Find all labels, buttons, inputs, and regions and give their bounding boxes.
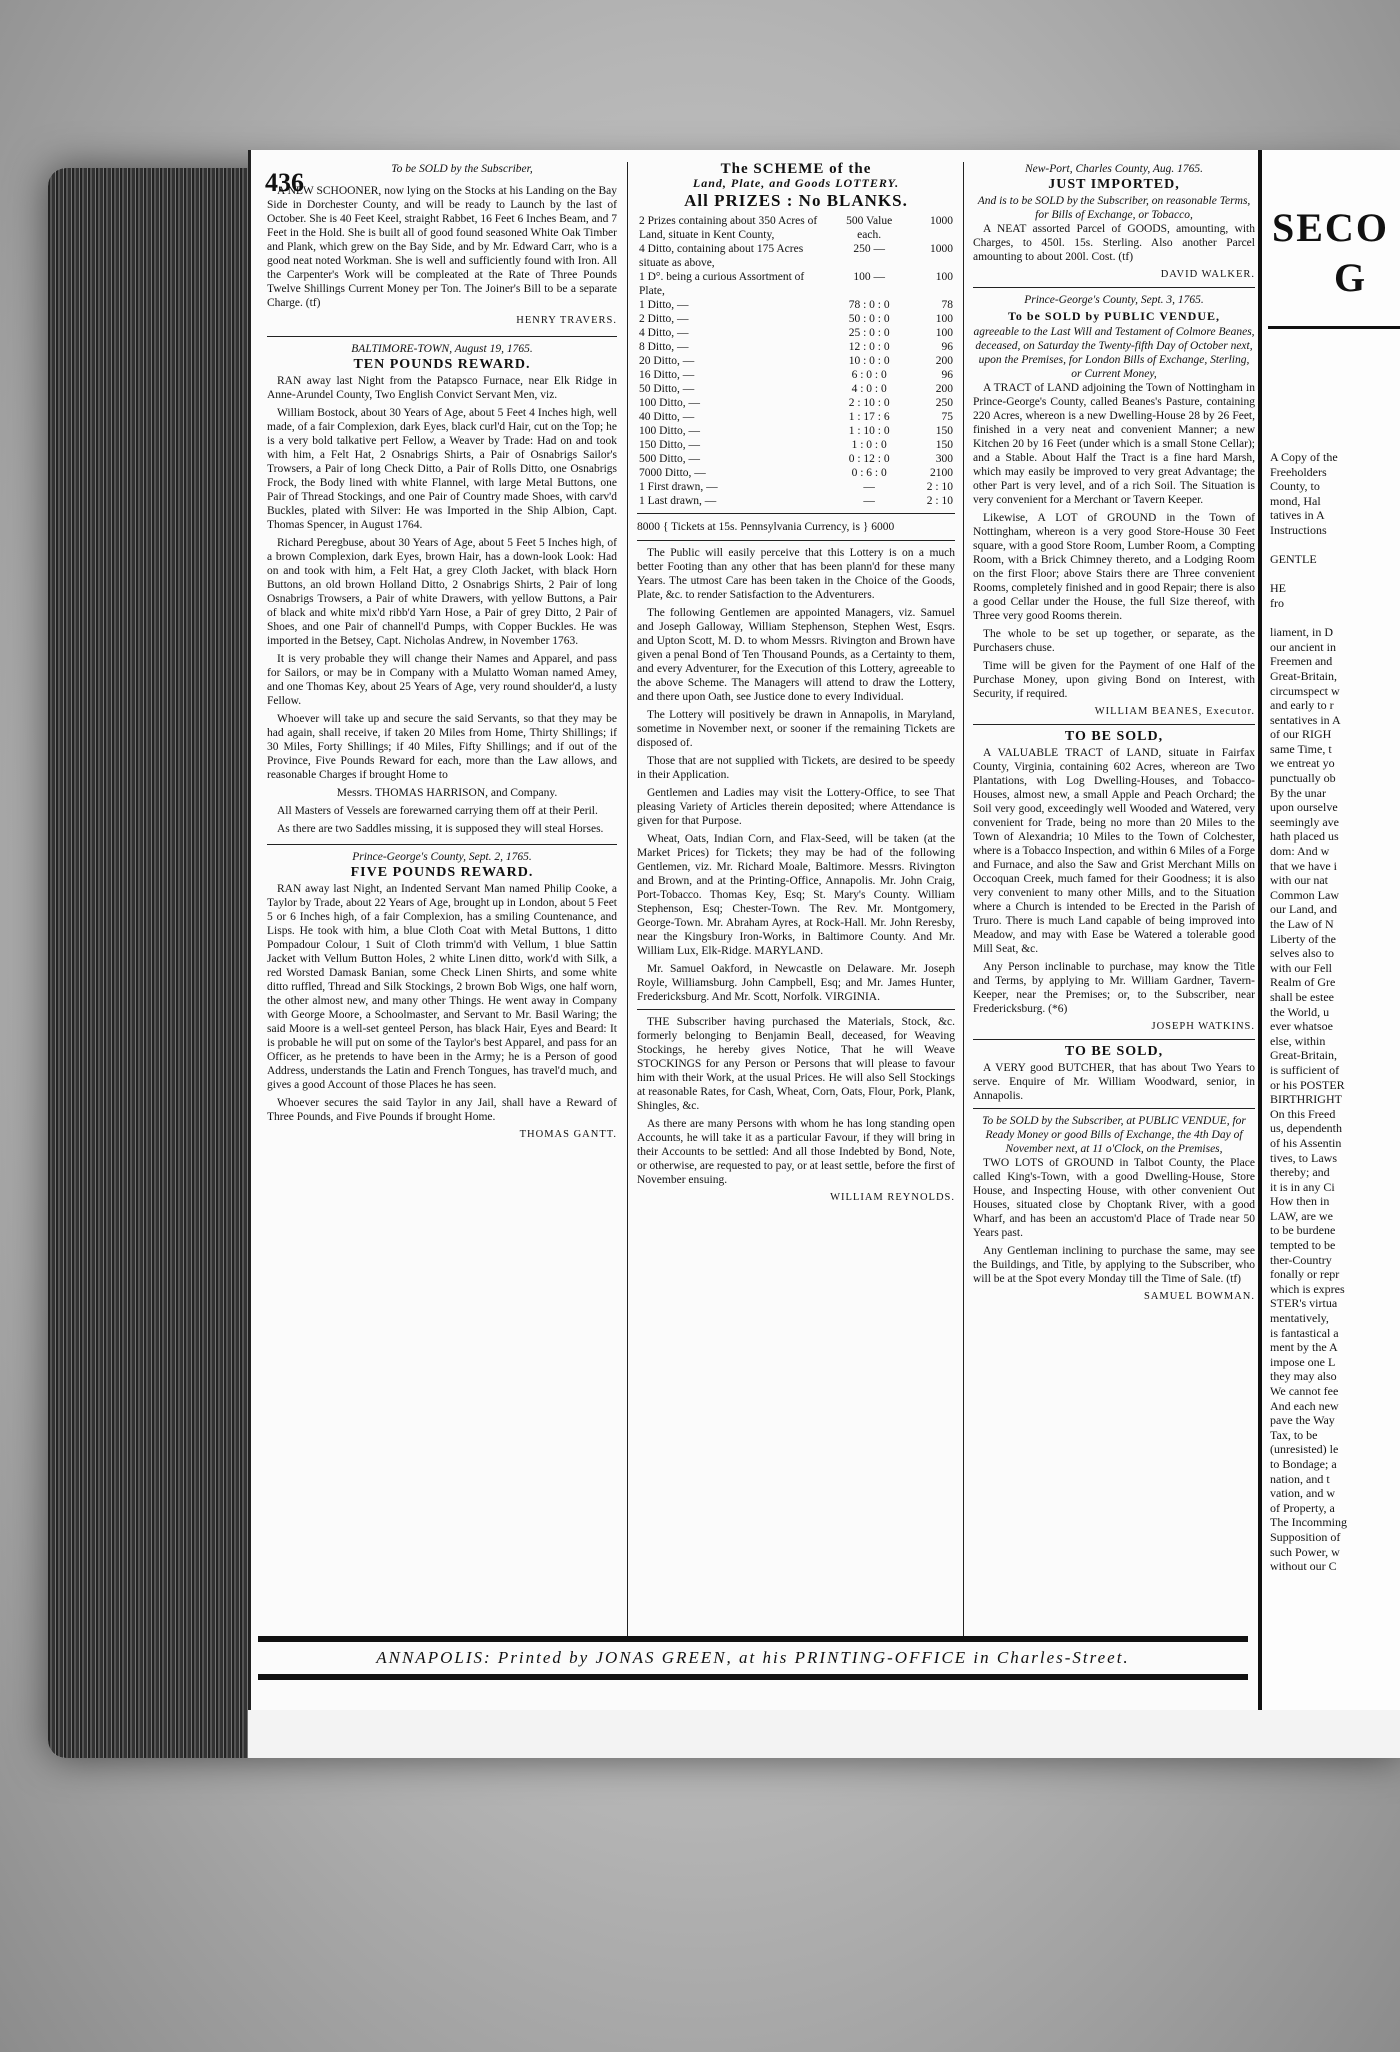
lottery-cell-n: 4 Ditto, — (639, 327, 689, 339)
facing-line: HE (1270, 581, 1286, 596)
facing-line: the Law of N (1270, 917, 1334, 931)
lottery-cell-n: 40 Ditto, — (639, 411, 695, 423)
facing-line: tempted to be (1270, 1238, 1336, 1253)
facing-line: ther-Country (1270, 1252, 1332, 1267)
talbot-sub: To be SOLD by the Subscriber, at PUBLIC VENDUE, for Ready Money or good Bills of Exchange, the 4th Day of November next, at 11 o'Clock, on the Premises, (982, 1115, 1246, 1155)
facing-line: mond, Hal (1270, 493, 1321, 508)
ten-pounds-text-2: William Bostock, about 30 Years of Age, about 5 Feet 4 Inches high, well made, of a fair Complexion, dark Eyes, black curl'd Hair, cut on the Top; he is a very bold talkative pert Fellow, a Weaver by Trade: Had on and took with him, a Felt Hat, 2 Osnabrigs Shirts, a Pair of Osnabrigs Sailor's Trowsers, a Pair of long Check Ditto, a Pair of Rolls Ditto, one Osnabrigs Frock, the Body lined with white Flannel, with large Metal Buttons, one Pair of Thread Stockings, and one Pair of Country made Shoes, with carv'd Buckles, plated with Silver: He was Imported in the Ship Albion, Capt. Thomas Spencer, in August 1764. (267, 407, 617, 531)
talbot-signature: SAMUEL BOWMAN. (1143, 1291, 1255, 1302)
facing-line: upon ourselve (1270, 800, 1338, 815)
lottery-row (637, 354, 955, 368)
facing-line: mentatively, (1270, 1311, 1329, 1326)
import-dateline: New-Port, Charles County, Aug. 1765. (1024, 163, 1204, 175)
divider (267, 844, 617, 845)
facing-line: ment by the A (1270, 1340, 1338, 1355)
lottery-row (637, 452, 955, 466)
divider (973, 724, 1255, 725)
divider (267, 336, 617, 337)
facing-page (1258, 150, 1400, 1710)
facing-rule (1268, 326, 1400, 329)
lottery-cell-n: 7000 Ditto, — (639, 467, 706, 479)
import-heading: JUST IMPORTED, (1048, 177, 1180, 192)
schooner-intro: To be SOLD by the Subscriber, (391, 163, 533, 175)
facing-line: pave the Way (1270, 1413, 1335, 1428)
lottery-cell-v: 250 — (853, 243, 885, 255)
column-rule (627, 162, 628, 1637)
five-pounds-text-1: RAN away last Night, an Indented Servant Man named Philip Cooke, a Taylor by Trade, about 22 Years of Age, brought up in London, about 5 Feet 5 or 6 Inches high, of a fair Complexion, has a smiling Countenance, and Lisps. He took with him, a blue Cloth Coat with Metal Buttons, 1 ditto Pompadour Colour, 1 Suit of Cloth trimm'd with Vellum, 1 blue Sattin Jacket with Vellum Button Holes, 2 white Linen ditto, work'd with Silk, a red Worsted Damask Banian, some Check Linen Shirts, and some white ditto ruffled, Thread and Silk Stockings, 2 brown Bob Wigs, one half worn, the other almost new, and many other Things. He went away in Company with George Moore, a Schoolmaster, and Servant to Mr. Basil Waring; the said Moore is a well-set genteel Person, has black Hair, Eyes and Beard: It is probable he will put on some of the Taylor's best Apparel, and pass for an Officer, as he pretends to have been in the Army; he is a Person of good Address, understands the Latin and French Tongues, has travel'd much, and gives a good Account of those Places he has seen. (267, 883, 617, 1091)
facing-line: and early to r (1270, 698, 1334, 713)
facing-line: BIRTHRIGHT (1270, 1092, 1342, 1107)
talbot-text-1: TWO LOTS of GROUND in Talbot County, the Place called King's-Town, with a good Dwelling-House, Store House, and Inspecting House, with other convenient Out Houses, situated close by Choptank River, with a good Wharf, and has been an accustom'd Place of Trade near 50 Years past. (973, 1157, 1255, 1239)
stockings-text-2: As there are many Persons with whom he has long standing open Accounts, he will take it as a particular Favour, if they will bring in their Accounts to be settled: And all those Indebted by Bond, Note, or otherwise, are requested to pay, or at least settle, before the first of November ensuing. (637, 1118, 955, 1186)
lottery-cell-v: 25 : 0 : 0 (848, 327, 890, 339)
lottery-row (637, 424, 955, 438)
lottery-cell-t: 200 (935, 355, 953, 367)
ten-pounds-dateline: BALTIMORE-TOWN, August 19, 1765. (351, 343, 533, 355)
lottery-cell-n: 50 Ditto, — (639, 383, 695, 395)
column-1 (267, 162, 617, 1637)
lottery-cell-v: 500 Value each. (846, 215, 893, 241)
lottery-cell-n: 1 D°. being a curious Assortment of Plate, (639, 271, 805, 297)
fairfax-text-1: A VALUABLE TRACT of LAND, situate in Fairfax County, Virginia, containing 602 Acres, whereon are Two Plantations, with Log Dwelling-Houses, and Tobacco-Houses, almost new, a small Apple and Peach Orchard; the Soil very good, exceedingly well Wooded and Watered, very convenient for Trade, being no more than 20 Miles to the Town of Alexandria; 10 Miles to the Town of Colchester, where is a Tobacco Inspection, and within 6 Miles of a Forge and Furnace, and also the Saw and Grist Merchant Mills on Occoquan Creek, much famed for their Goodness; it is also very convenient to many other Mills, and to the Situation where a Church is intended to be Erected in the Parish of Truro. There is much Land capable of being improved into Meadow, and may with Ease be Watered a tolerable good Mill Seat, &c. (973, 747, 1255, 955)
footer-rule-bottom (258, 1674, 1248, 1680)
facing-line: GENTLE (1270, 552, 1317, 567)
vendue-heading: To be SOLD by PUBLIC VENDUE, (1007, 309, 1221, 323)
divider (973, 1108, 1255, 1109)
facing-line: the World, u (1270, 1004, 1330, 1019)
ten-pounds-ad (267, 342, 617, 836)
facing-line: of his Assentin (1270, 1135, 1342, 1150)
facing-line: Instructions (1270, 522, 1327, 537)
facing-line: ever whatsoe (1270, 1019, 1333, 1034)
facing-line: of Property, a (1270, 1500, 1335, 1515)
talbot-text-2: Any Gentleman inclining to purchase the same, may see the Buildings, and Title, by applying to the Subscriber, who will be at the Spot every Monday till the Time of Sale. (tf) (973, 1245, 1255, 1285)
lottery-cell-t: 300 (935, 453, 953, 465)
lottery-row (637, 396, 955, 410)
ten-pounds-text-4: It is very probable they will change their Names and Apparel, and pass for Sailors, or may be in Company with a Mulatto Woman named Amey, and one Thomas Key, about 25 Years of Age, very round shoulder'd, a lusty Fellow. (267, 653, 617, 707)
import-text: A NEAT assorted Parcel of GOODS, amounting, with Charges, to 450l. 15s. Sterling. Also another Parcel amounting to about 200l. Cost. (tf) (973, 223, 1255, 263)
divider (637, 1009, 955, 1010)
ten-pounds-text-6: Messrs. THOMAS HARRISON, and Company. (336, 787, 558, 799)
facing-line: (unresisted) le (1270, 1442, 1339, 1457)
lottery-cell-v: 10 : 0 : 0 (848, 355, 890, 367)
lottery-cell-n: 8 Ditto, — (639, 341, 689, 353)
facing-line: Great-Britain, (1270, 1048, 1337, 1063)
facing-line (1270, 538, 1400, 553)
lottery-cell-n: 16 Ditto, — (639, 369, 695, 381)
lottery-cell-t: 200 (935, 383, 953, 395)
facing-line: LAW, are we (1270, 1208, 1333, 1223)
facing-line: And each new (1270, 1398, 1339, 1413)
fairfax-text-2: Any Person inclinable to purchase, may know the Title and Terms, by applying to Mr. William Gardner, Tavern-Keeper, near the Premises; or, to the Subscriber, near Fredericksburg. (*6) (973, 961, 1255, 1015)
lottery-cell-t: 1000 (930, 243, 953, 255)
lottery-cell-n: 2 Ditto, — (639, 313, 689, 325)
lottery-row (637, 382, 955, 396)
lottery-cell-n: 150 Ditto, — (639, 439, 701, 451)
facing-line: Freeholders (1270, 464, 1327, 479)
lottery-row (637, 410, 955, 424)
divider (973, 1039, 1255, 1040)
lottery-cell-t: 96 (941, 369, 953, 381)
facing-line: they may also (1270, 1369, 1337, 1384)
facing-line: hath placed us (1270, 829, 1339, 844)
lottery-row (637, 438, 955, 452)
facing-line: our ancient in (1270, 639, 1336, 654)
facing-line: is sufficient of (1270, 1062, 1340, 1077)
lottery-cell-n: 20 Ditto, — (639, 355, 695, 367)
facing-line: The Incomming (1270, 1515, 1347, 1530)
ten-pounds-text-3: Richard Peregbuse, about 30 Years of Age, about 5 Feet 5 Inches high, of a brown Complexion, dark Eyes, brown Hair, has a down-look Look: Had on and took with him, a Felt Hat, a grey Cloth Jacket, with black Horn Buttons, an old brown Holland Ditto, 2 Osnabrigs Shirts, 2 Pair of long Osnabrigs Trowsers, a Pair of white Drawers, with yellow Buttons, a Pair of black and white mix'd ribb'd Yarn Hose, a Pair of grey Ditto, 2 Pair of Shoes, and one Pair of channell'd Pumps, with Copper Buckles. He was imported in the Betsey, Capt. Nicholas Andrew, in November 1763. (267, 537, 617, 647)
lottery-p5: Gentlemen and Ladies may visit the Lottery-Office, to see That pleasing Variety of Articles therein deposited; where Attendance is given for that Purpose. (637, 787, 955, 827)
newspaper-page (248, 150, 1261, 1710)
lottery-cell-t: 2 : 10 (926, 495, 953, 507)
lottery-cell-v: 0 : 6 : 0 (851, 467, 887, 479)
vendue-text-3: The whole to be set up together, or separate, as the Purchasers chuse. (973, 628, 1255, 654)
lottery-p2: The following Gentlemen are appointed Managers, viz. Samuel and Joseph Galloway, William Stephenson, Stephen West, Esqrs. and Upton Scott, M. D. to whom Messrs. Rivington and Brown have given a penal Bond of Ten Thousand Pounds, as a Certainty to them, and every Adventurer, for the Execution of this Lottery, agreeable to the above Scheme. The Managers will attend to draw the Lottery, and there upon Oath, see Justice done to every Individual. (637, 607, 955, 703)
facing-line: STER's virtua (1270, 1296, 1338, 1311)
footer-rule-top (258, 1636, 1248, 1642)
book-page-edges (48, 168, 248, 1758)
lottery-cell-v: 78 : 0 : 0 (848, 299, 890, 311)
facing-line: our Land, and (1270, 902, 1337, 917)
lottery-cell-n: 1 Ditto, — (639, 299, 689, 311)
lottery-p1: The Public will easily perceive that this Lottery is on a much better Footing than any other that has been plann'd for these many Years. The utmost Care has been taken in the Choice of the Goods, Plate, &c. to render Satisfaction to the Adventurers. (637, 547, 955, 601)
vendue-text-4: Time will be given for the Payment of one Half of the Purchase Money, upon giving Bond on Interest, with Security, if required. (973, 660, 1255, 700)
facing-line: sentatives in A (1270, 712, 1341, 727)
facing-line: with our nat (1270, 873, 1328, 888)
vendue-text-1: A TRACT of LAND adjoining the Town of Nottingham in Prince-George's County, called Beanes's Pasture, containing 220 Acres, whereon is a new Dwelling-House 28 by 26 Feet, finished in a very neat and convenient Manner; a new Kitchen 20 by 16 Feet (under which is a small Stone Cellar); and a Stable. About Half the Tract is a fine hard Marsh, which may easily be improved to very great Advantage; the other Part is very level, and of a rich Soil. The Situation is very convenient for a Merchant or Tavern Keeper. (973, 382, 1255, 506)
lottery-cell-v: 4 : 0 : 0 (851, 383, 887, 395)
facing-line: else, within (1270, 1033, 1326, 1048)
fairfax-heading: TO BE SOLD, (1064, 729, 1164, 744)
lottery-cell-v: 1 : 17 : 6 (848, 411, 890, 423)
lottery-cell-v: 1 : 10 : 0 (848, 425, 890, 437)
facing-line: selves also to (1270, 946, 1334, 961)
ten-pounds-heading: TEN POUNDS REWARD. (353, 357, 531, 372)
facing-line (1270, 567, 1400, 582)
facing-line: Common Law (1270, 887, 1339, 902)
lottery-cell-n: 100 Ditto, — (639, 397, 701, 409)
lottery-title-1: The SCHEME of the (720, 162, 872, 177)
page-footer (248, 1636, 1258, 1680)
lottery-cell-v: 0 : 12 : 0 (848, 453, 890, 465)
import-sub: And is to be SOLD by the Subscriber, on reasonable Terms, for Bills of Exchange, or Tobacco, (977, 195, 1251, 221)
facing-line: How then in (1270, 1194, 1330, 1209)
facing-line: County, to (1270, 479, 1320, 494)
butcher-text: A VERY good BUTCHER, that has about Two Years to serve. Enquire of Mr. William Woodward, senior, in Annapolis. (973, 1062, 1255, 1102)
lottery-cell-t: 150 (935, 439, 953, 451)
facing-line: which is expres (1270, 1281, 1345, 1296)
lottery-cell-t: 100 (935, 327, 953, 339)
lottery-row (637, 242, 955, 270)
divider (637, 513, 955, 514)
facing-line: circumspect w (1270, 683, 1340, 698)
lottery-p7: Mr. Samuel Oakford, in Newcastle on Delaware. Mr. Joseph Royle, Williamsburg. John Campbell, Esq; and Mr. James Hunter, Fredericksburg. And Mr. Scott, Norfolk. VIRGINIA. (637, 963, 955, 1003)
lottery-row (637, 340, 955, 354)
schooner-ad (267, 162, 617, 176)
facing-headline-2: G (1334, 255, 1366, 300)
facing-line: to Bondage; a (1270, 1456, 1337, 1471)
facing-line: that we have i (1270, 858, 1337, 873)
lottery-cell-v: 12 : 0 : 0 (848, 341, 890, 353)
ten-pounds-text-7: All Masters of Vessels are forewarned carrying them off at their Peril. (277, 805, 598, 817)
lottery-cell-t: 78 (941, 299, 953, 311)
lottery-row (637, 214, 955, 242)
schooner-text: A NEW SCHOONER, now lying on the Stocks at his Landing on the Bay Side in Dorchester County, and will be ready to Launch by the last of October. She is 40 Feet Keel, straight Rabbet, 16 Feet 6 Inches Beam, and 7 Feet in the Hold. She is built all of good found seasoned White Oak Timber and Plank, which grew on the Bay Side, and by Mr. Edward Carr, who is a good neat noted Workman. She is well and sufficiently found with Iron. All the Carpenter's Work will be compleated at the Rate of Three Pounds Twelve Shillings Current Money per Ton. The Joiner's Bill to be a separate Charge. (tf) (267, 185, 617, 309)
lottery-row (637, 480, 955, 494)
lottery-cell-v: 1 : 0 : 0 (851, 439, 887, 451)
lottery-cell-n: 2 Prizes containing about 350 Acres of Land, situate in Kent County, (639, 215, 818, 241)
facing-line: tives, to Laws (1270, 1150, 1337, 1165)
facing-line: impose one L (1270, 1354, 1336, 1369)
lottery-cell-t: 2 : 10 (926, 481, 953, 493)
stockings-text-1: THE Subscriber having purchased the Materials, Stock, &c. formerly belonging to Benjamin Beall, deceased, for Weaving Stockings, he hereby gives Notice, That he will Weave STOCKINGS for any Person or Persons that will please to favour him with their Work, at the usual Prices. He will also Sell Stockings at reasonable Rates, for Cash, Wheat, Corn, Oats, Flour, Pork, Plank, Shingles, &c. (637, 1016, 955, 1112)
fairfax-signature: JOSEPH WATKINS. (1151, 1021, 1255, 1032)
lottery-cell-n: 500 Ditto, — (639, 453, 701, 465)
lottery-cell-n: 100 Ditto, — (639, 425, 701, 437)
lottery-totals: 8000 { Tickets at 15s. Pennsylvania Currency, is } 6000 (637, 521, 895, 533)
facing-line: vation, and w (1270, 1486, 1335, 1501)
lottery-row (637, 312, 955, 326)
facing-line: fonally or repr (1270, 1267, 1340, 1282)
lottery-cell-n: 4 Ditto, containing about 175 Acres situate as above, (639, 243, 804, 269)
butcher-heading: TO BE SOLD, (1064, 1044, 1164, 1059)
lottery-row (637, 368, 955, 382)
facing-line: Liberty of the (1270, 931, 1336, 946)
facing-line: We cannot fee (1270, 1384, 1339, 1398)
lottery-cell-t: 150 (935, 425, 953, 437)
divider (637, 540, 955, 541)
five-pounds-dateline: Prince-George's County, Sept. 2, 1765. (352, 851, 532, 863)
lottery-row (637, 466, 955, 480)
five-pounds-ad (267, 850, 617, 1142)
facing-line: fro (1270, 595, 1284, 610)
ten-pounds-text-8: As there are two Saddles missing, it is supposed they will steal Horses. (277, 823, 604, 835)
facing-line: without our C (1270, 1559, 1337, 1574)
facing-line: us, dependenth (1270, 1121, 1342, 1136)
lottery-title-2: Land, Plate, and Goods LOTTERY. (692, 176, 900, 190)
column-rule (963, 162, 964, 1637)
facing-line: thereby; and (1270, 1165, 1330, 1180)
facing-line: we entreat yo (1270, 756, 1335, 771)
facing-headline-1: SECO (1272, 205, 1389, 250)
facing-line: dom: And w (1270, 844, 1330, 859)
facing-line: seemingly ave (1270, 814, 1339, 829)
lottery-cell-t: 100 (935, 313, 953, 325)
prizes-header: All PRIZES : No BLANKS. (684, 191, 908, 210)
facing-line: tatives in A (1270, 508, 1325, 523)
lottery-table (637, 214, 955, 508)
lottery-cell-v: — (863, 481, 875, 493)
vendue-text-2: Likewise, A LOT of GROUND in the Town of Nottingham, whereon is a very good Store-House 30 Feet square, with a good Store Room, Lumber Room, a Compting Room, with a Brick Chimney thereto, and a Lodging Room on the first Floor; above Stairs there are Three convenient Rooms, completely finished and in good Repair; there is also a good Cellar under the House, the full Size thereof, with Three very good Rooms therein. (973, 512, 1255, 622)
stockings-signature: WILLIAM REYNOLDS. (830, 1192, 955, 1203)
lottery-cell-t: 96 (941, 341, 953, 353)
facing-line: liament, in D (1270, 625, 1333, 640)
lottery-cell-t: 75 (941, 411, 953, 423)
lottery-cell-t: 250 (935, 397, 953, 409)
lottery-cell-v: — (863, 495, 875, 507)
divider (973, 287, 1255, 288)
facing-line: Realm of Gre (1270, 975, 1336, 990)
facing-line: Supposition of (1270, 1529, 1341, 1544)
lottery-cell-v: 50 : 0 : 0 (848, 313, 890, 325)
lottery-p6: Wheat, Oats, Indian Corn, and Flax-Seed, will be taken (at the Market Prices) for Tickets; they may be had of the following Gentlemen, viz. Mr. Richard Moale, Baltimore. Messrs. Rivington and Brown, and at the Printing-Office, Annapolis. Mr. John Craig, Port-Tobacco. Thomas Key, Esq; St. Mary's County. William Stephenson, Esq; Chester-Town. The Rev. Mr. Montgomery, George-Town. Mr. Abraham Ayres, at Rock-Hall. Mr. John Reresby, near the Kingsbury Iron-Works, in Baltimore County. And Mr. William Lux, Elk-Ridge. MARYLAND. (637, 833, 955, 957)
facing-text (1270, 450, 1400, 1574)
facing-line: to be burdene (1270, 1223, 1336, 1238)
facing-line: Freemen and (1270, 654, 1333, 669)
column-2 (637, 162, 955, 1637)
lottery-cell-v: 6 : 0 : 0 (851, 369, 887, 381)
lottery-p3: The Lottery will positively be drawn in Annapolis, in Maryland, sometime in November next, or sooner if the remaining Tickets are disposed of. (637, 709, 955, 749)
ten-pounds-text-5: Whoever will take up and secure the said Servants, so that they may be had again, shall receive, if taken 20 Miles from Home, Thirty Shillings; if 30 Miles, Forty Shillings; if 40 Miles, Fifty Shillings; and if out of the Province, Five Pounds Reward for each, more than the Law allows, and reasonable Charges if brought Home to (267, 713, 617, 781)
lottery-cell-t: 100 (935, 271, 953, 283)
facing-line: with our Fell (1270, 960, 1332, 975)
five-pounds-text-2: Whoever secures the said Taylor in any Jail, shall have a Reward of Three Pounds, and Five Pounds if brought Home. (267, 1097, 617, 1123)
facing-line: On this Freed (1270, 1106, 1336, 1121)
import-signature: DAVID WALKER. (1160, 269, 1255, 280)
lottery-cell-t: 1000 (930, 215, 953, 227)
page-number: 436 (265, 168, 304, 197)
lottery-cell-n: 1 Last drawn, — (639, 495, 717, 507)
facing-line: By the unar (1270, 785, 1326, 800)
vendue-signature: WILLIAM BEANES, Executor. (1094, 706, 1255, 717)
facing-line: it is in any Ci (1270, 1179, 1335, 1194)
lottery-cell-t: 2100 (930, 467, 953, 479)
lottery-row (637, 494, 955, 508)
lottery-cell-v: 2 : 10 : 0 (848, 397, 890, 409)
lottery-row (637, 298, 955, 312)
facing-line: same Time, t (1270, 741, 1332, 756)
lottery-cell-n: 1 First drawn, — (639, 481, 718, 493)
lottery-cell-v: 100 — (853, 271, 885, 283)
facing-line: Great-Britain, (1270, 668, 1337, 683)
facing-line: of our RIGH (1270, 727, 1332, 742)
facing-line: shall be estee (1270, 989, 1334, 1004)
column-3 (973, 162, 1255, 1637)
facing-line: nation, and t (1270, 1471, 1330, 1486)
facing-line: A Copy of the (1270, 450, 1338, 464)
five-pounds-heading: FIVE POUNDS REWARD. (350, 865, 534, 880)
facing-line (1270, 611, 1400, 626)
facing-line: Tax, to be (1270, 1427, 1318, 1442)
lottery-row (637, 270, 955, 298)
facing-line: such Power, w (1270, 1544, 1340, 1559)
vendue-sub: agreeable to the Last Will and Testament of Colmore Beanes, deceased, on Saturday the Twenty-fifth Day of October next, upon the Premises, for London Bills of Exchange, Sterling, or Current Money, (973, 326, 1255, 380)
ten-pounds-text-1: RAN away last Night from the Patapsco Furnace, near Elk Ridge in Anne-Arundel County, Two English Convict Servant Men, viz. (267, 375, 617, 401)
five-pounds-signature: THOMAS GANTT. (519, 1129, 617, 1140)
schooner-signature: HENRY TRAVERS. (516, 315, 617, 326)
imprint: ANNAPOLIS: Printed by JONAS GREEN, at his PRINTING-OFFICE in Charles-Street. (376, 1648, 1130, 1667)
lottery-row (637, 326, 955, 340)
facing-line: or his POSTER (1270, 1077, 1345, 1092)
vendue-dateline: Prince-George's County, Sept. 3, 1765. (1024, 294, 1204, 306)
facing-line: is fantastical a (1270, 1325, 1339, 1340)
schooner-ad-body (267, 184, 617, 328)
lottery-p4: Those that are not supplied with Tickets, are desired to be speedy in their Application. (637, 755, 955, 781)
facing-line: punctually ob (1270, 771, 1336, 786)
